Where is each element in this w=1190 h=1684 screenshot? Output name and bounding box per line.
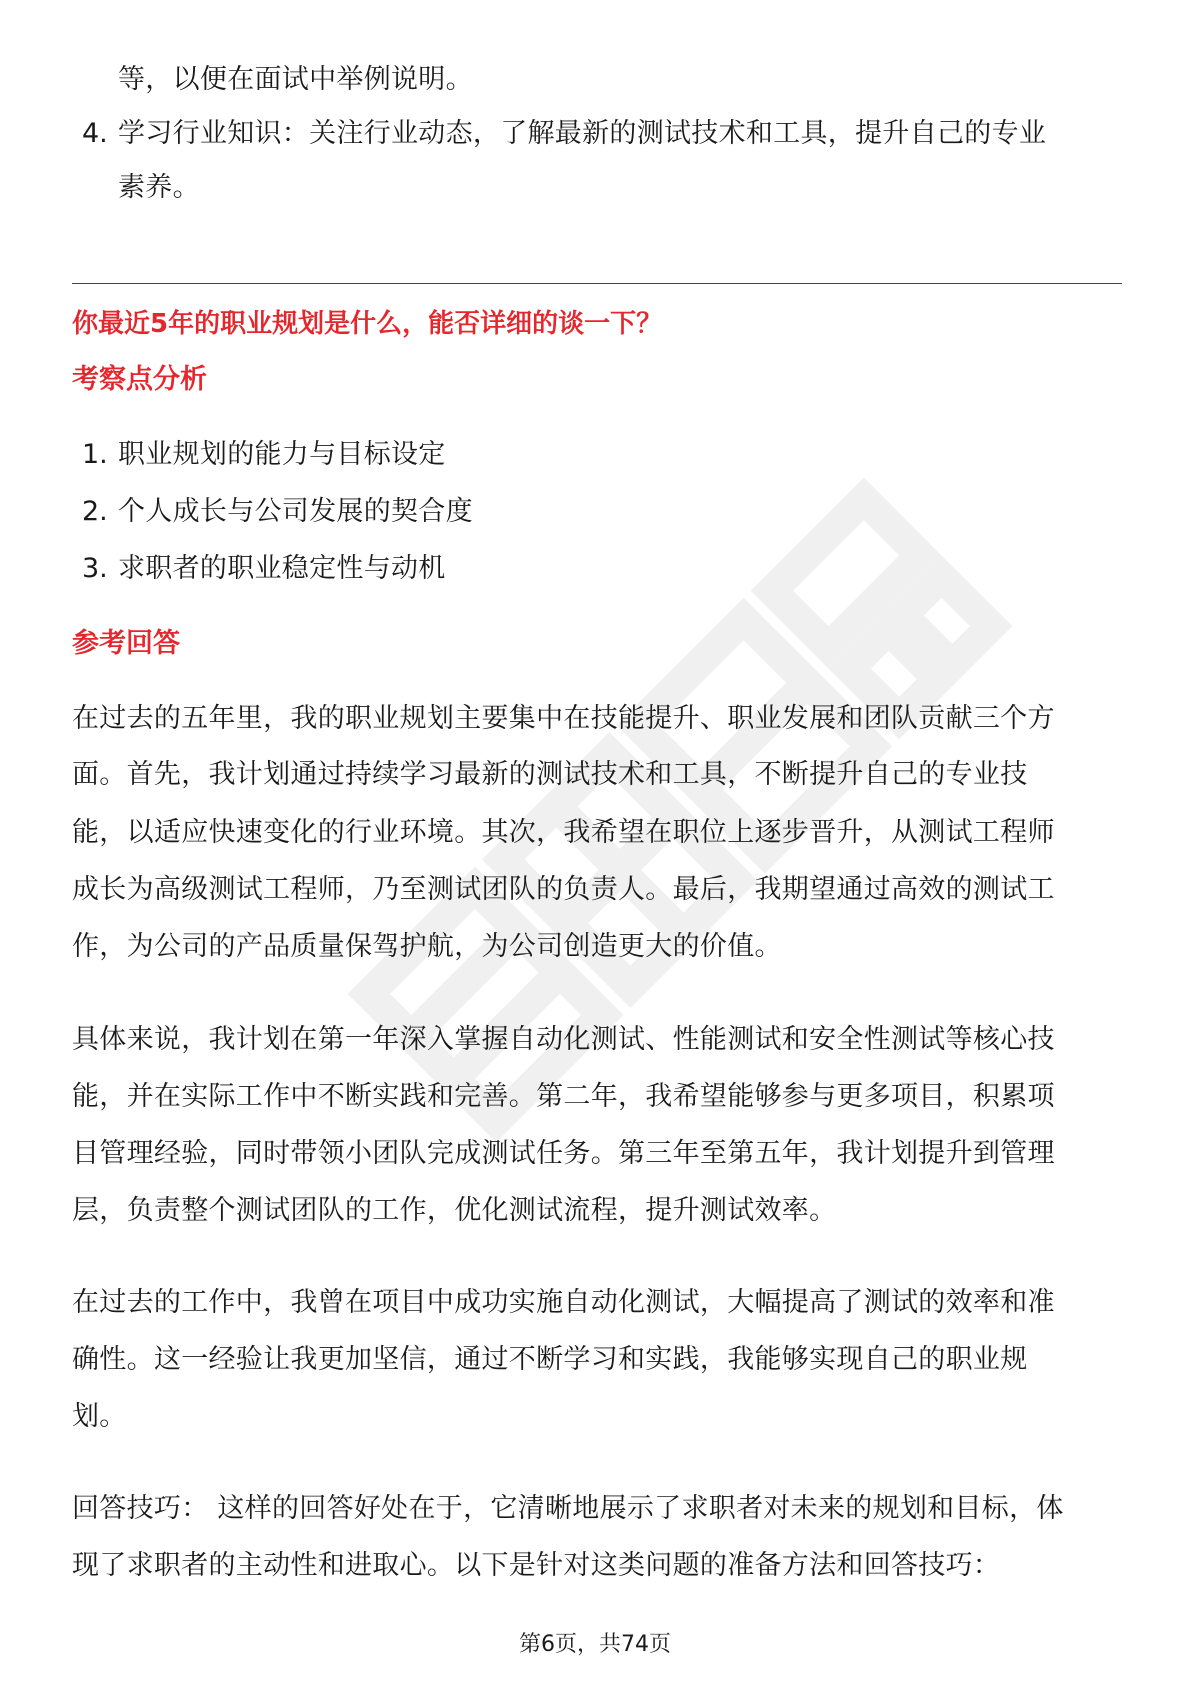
answer-paragraph-1-line-4: 成长为高级测试工程师，乃至测试团队的负责人。最后，我期望通过高效的测试工 (72, 874, 1055, 905)
analysis-point-2-number: 2. (82, 496, 108, 527)
answer-tips-line-1: 回答技巧： 这样的回答好处在于，它清晰地展示了求职者对未来的规划和目标，体 (72, 1493, 1064, 1524)
analysis-point-1: 职业规划的能力与目标设定 (118, 439, 446, 470)
answer-paragraph-1-line-2: 面。首先，我计划通过持续学习最新的测试技术和工具，不断提升自己的专业技 (72, 759, 1028, 790)
list-item-4-line1: 学习行业知识：关注行业动态，了解最新的测试技术和工具，提升自己的专业 (118, 118, 1047, 149)
answer-paragraph-1-line-1: 在过去的五年里，我的职业规划主要集中在技能提升、职业发展和团队贡献三个方 (72, 703, 1055, 734)
watermark-logo (300, 430, 1060, 1190)
section-divider (72, 283, 1122, 284)
answer-tips-line-2: 现了求职者的主动性和进取心。以下是针对这类问题的准备方法和回答技巧： (72, 1550, 1001, 1581)
analysis-point-3-number: 3. (82, 553, 108, 584)
page-number: 第6页，共74页 (519, 1632, 671, 1657)
answer-paragraph-2-line-2: 能，并在实际工作中不断实践和完善。第二年，我希望能够参与更多项目，积累项 (72, 1081, 1055, 1112)
answer-heading: 参考回答 (72, 628, 180, 659)
list-item-4-line2: 素养。 (118, 172, 200, 203)
answer-paragraph-3-line-3: 划。 (72, 1401, 127, 1432)
answer-paragraph-3-line-1: 在过去的工作中，我曾在项目中成功实施自动化测试，大幅提高了测试的效率和准 (72, 1287, 1055, 1318)
list-item-4-number: 4. (82, 118, 108, 149)
answer-paragraph-3-line-2: 确性。这一经验让我更加坚信，通过不断学习和实践，我能够实现自己的职业规 (72, 1344, 1028, 1375)
list-item-3-continuation: 等，以便在面试中举例说明。 (118, 64, 473, 95)
analysis-point-1-number: 1. (82, 439, 108, 470)
answer-paragraph-1-line-5: 作，为公司的产品质量保驾护航，为公司创造更大的价值。 (72, 931, 782, 962)
analysis-point-2: 个人成长与公司发展的契合度 (118, 496, 473, 527)
analysis-point-3: 求职者的职业稳定性与动机 (118, 553, 446, 584)
analysis-heading: 考察点分析 (72, 364, 207, 395)
answer-paragraph-2-line-1: 具体来说，我计划在第一年深入掌握自动化测试、性能测试和安全性测试等核心技 (72, 1024, 1055, 1055)
answer-paragraph-2-line-3: 目管理经验，同时带领小团队完成测试任务。第三年至第五年，我计划提升到管理 (72, 1138, 1055, 1169)
answer-paragraph-2-line-4: 层，负责整个测试团队的工作，优化测试流程，提升测试效率。 (72, 1195, 837, 1226)
question-title: 你最近5年的职业规划是什么，能否详细的谈一下？ (72, 309, 663, 339)
answer-paragraph-1-line-3: 能，以适应快速变化的行业环境。其次，我希望在职位上逐步晋升，从测试工程师 (72, 817, 1055, 848)
